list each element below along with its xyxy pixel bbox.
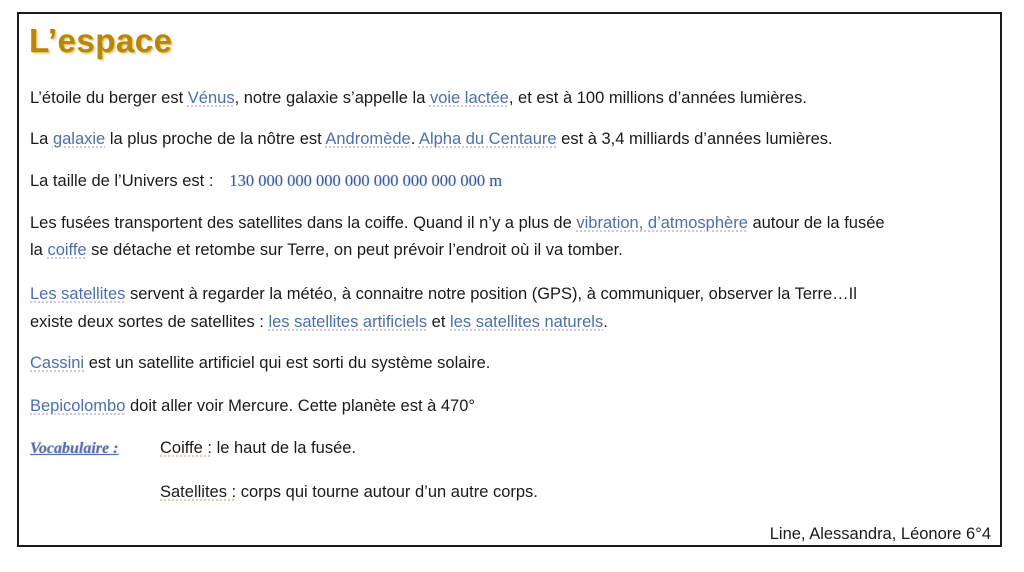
document-frame [17, 12, 1002, 547]
text: et [427, 313, 451, 331]
vocabulary-heading [30, 436, 118, 461]
highlight-bepicolombo: Bepicolombo [30, 397, 126, 415]
text: . [410, 130, 419, 148]
vocabulary-label: Vocabulaire : [30, 440, 119, 457]
text: . [603, 313, 608, 331]
vocabulary-term: Satellites : [160, 483, 237, 501]
paragraph-cassini [30, 351, 490, 375]
vocabulary-term: Coiffe : [160, 439, 212, 457]
highlight-coiffe: coiffe [47, 241, 87, 259]
highlight-satellites-artificiels: les satellites artificiels [268, 313, 428, 331]
text: L’étoile du berger est [30, 89, 188, 107]
text: est à 3,4 milliards d’années lumières. [556, 130, 833, 148]
text: , et est à 100 millions d’années lumières. [508, 89, 807, 107]
text: la [30, 241, 48, 259]
highlight-cassini: Cassini [30, 354, 85, 372]
text: doit aller voir Mercure. Cette planète est à 470° [125, 397, 476, 415]
text: la plus proche de la nôtre est [105, 130, 326, 148]
vocabulary-item-satellites [160, 480, 538, 504]
paragraph-satellites-line1 [30, 282, 857, 306]
text: , notre galaxie s’appelle la [234, 89, 430, 107]
highlight-vibration: vibration, d’atmosphère [576, 214, 748, 232]
paragraph-univers-size [30, 169, 502, 193]
universe-size-value: 130 000 000 000 000 000 000 000 000 m [229, 171, 503, 190]
highlight-galaxie: galaxie [52, 130, 106, 148]
text: existe deux sortes de satellites : [30, 313, 269, 331]
signature: Line, Alessandra, Léonore 6°4 [769, 525, 991, 543]
highlight-venus: Vénus [187, 89, 235, 107]
page-title: L’espace [29, 22, 173, 59]
paragraph-andromede [30, 127, 833, 151]
text: La taille de l’Univers est : [30, 172, 214, 190]
highlight-alpha-centaure: Alpha du Centaure [418, 130, 557, 148]
text: autour de la fusée [747, 214, 885, 232]
text: servent à regarder la météo, à connaitre notre position (GPS), à communiquer, observer la Terre…Il [125, 285, 857, 303]
highlight-les-satellites: Les satellites [30, 285, 126, 303]
highlight-satellites-naturels: les satellites naturels [450, 313, 604, 331]
vocabulary-definition: le haut de la fusée. [211, 439, 357, 457]
paragraph-fusees-line2 [30, 238, 623, 262]
text: La [30, 130, 53, 148]
vocabulary-item-coiffe [160, 436, 356, 460]
paragraph-bepicolombo [30, 394, 475, 418]
text: Les fusées transportent des satellites dans la coiffe. Quand il n’y a plus de [30, 214, 577, 232]
paragraph-fusees-line1 [30, 211, 885, 235]
vocabulary-definition: corps qui tourne autour d’un autre corps. [236, 483, 538, 501]
paragraph-satellites-line2 [30, 310, 608, 334]
text: se détache et retombe sur Terre, on peut prévoir l’endroit où il va tomber. [86, 241, 623, 259]
highlight-andromede: Andromède [325, 130, 411, 148]
paragraph-venus [30, 86, 807, 110]
text: est un satellite artificiel qui est sorti du système solaire. [84, 354, 491, 372]
highlight-voie-lactee: voie lactée [429, 89, 509, 107]
